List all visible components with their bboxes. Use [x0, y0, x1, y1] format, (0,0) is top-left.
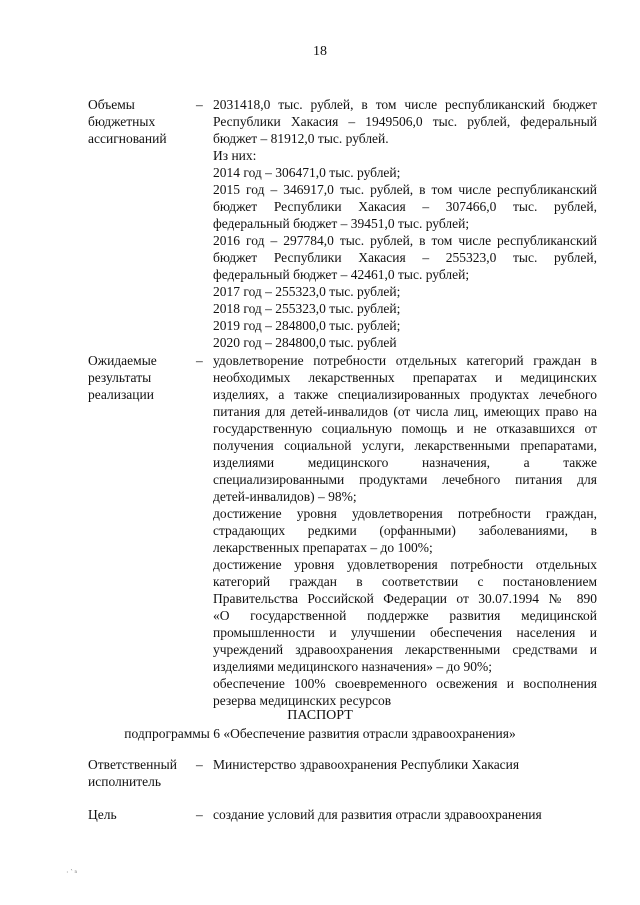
budget-line: 2015 год – 346917,0 тыс. рублей, в том числе республиканский	[213, 182, 597, 197]
budget-label	[88, 96, 188, 147]
results-label-line: Ожидаемые	[88, 353, 157, 368]
results-content	[213, 352, 597, 709]
passport-title: ПАСПОРТ	[287, 708, 353, 723]
results-line: необходимых лекарственных препаратах и медицинских	[213, 370, 597, 385]
budget-line: 2020 год – 284800,0 тыс. рублей	[213, 335, 397, 350]
budget-line: федеральный бюджет – 42461,0 тыс. рублей;	[213, 267, 470, 282]
budget-line: бюджет – 81912,0 тыс. рублей.	[213, 131, 389, 146]
budget-line: 2017 год – 255323,0 тыс. рублей;	[213, 284, 401, 299]
scan-mark: · ‵ ⁿ	[66, 868, 77, 877]
budget-content	[213, 96, 597, 351]
executor-dash: –	[196, 757, 203, 772]
budget-line: 2016 год – 297784,0 тыс. рублей, в том числе республиканский	[213, 233, 597, 248]
results-dash: –	[196, 353, 203, 368]
results-line: «О государственной поддержке развития медицинской	[213, 608, 597, 623]
executor-text: Министерство здравоохранения Республики Хакасия	[213, 757, 520, 772]
results-line: промышленности и улучшении обеспечения населения и	[213, 625, 597, 640]
page-number: 18	[313, 44, 327, 59]
budget-line: 2014 год – 306471,0 тыс. рублей;	[213, 165, 401, 180]
budget-line: бюджет Республики Хакасия – 255323,0 тыс. рублей,	[213, 250, 597, 265]
results-line: достижение уровня удовлетворения потребности граждан,	[213, 506, 597, 521]
results-line: специализированными продуктами лечебного питания для	[213, 472, 597, 487]
results-line: удовлетворение потребности отдельных категорий граждан в	[213, 353, 597, 368]
results-label	[88, 352, 188, 403]
budget-line: Республики Хакасия – 1949506,0 тыс. рублей, федеральный	[213, 114, 597, 129]
results-line: страдающих редкими (орфанными) заболеваниями, в	[213, 523, 597, 538]
results-line: категорий граждан в соответствии с постановлением	[213, 574, 597, 589]
results-label-line: реализации	[88, 387, 154, 402]
passport-subtitle: подпрограммы 6 «Обеспечение развития отрасли здравоохранения»	[124, 726, 516, 741]
executor-label	[88, 756, 188, 790]
results-line: резерва медицинских ресурсов	[213, 693, 392, 708]
budget-line: Из них:	[213, 148, 257, 163]
budget-label-line: Объемы	[88, 97, 135, 112]
budget-line: 2031418,0 тыс. рублей, в том числе республиканский бюджет	[213, 97, 597, 112]
executor-label-line: исполнитель	[88, 774, 161, 789]
goal-label	[88, 806, 188, 823]
results-line: изделиями медицинского назначения» – до 90%;	[213, 659, 492, 674]
goal-dash: –	[196, 807, 203, 822]
results-line: детей-инвалидов) – 98%;	[213, 489, 357, 504]
budget-label-line: ассигнований	[88, 131, 167, 146]
results-line: лекарственных препаратах – до 100%;	[213, 540, 433, 555]
budget-line: бюджет Республики Хакасия – 307466,0 тыс. рублей,	[213, 199, 597, 214]
results-line: изделиях, а также специализированных продуктах лечебного	[213, 387, 597, 402]
budget-dash: –	[196, 97, 203, 112]
results-line: Правительства Российской Федерации от 30.07.1994 № 890	[213, 591, 597, 606]
results-label-line: результаты	[88, 370, 152, 385]
results-line: питания для детей-инвалидов (от числа лиц, имеющих право на	[213, 404, 597, 419]
results-line: получения социальной услуги, лекарственными препаратами,	[213, 438, 597, 453]
results-line: обеспечение 100% своевременного освежения и восполнения	[213, 676, 597, 691]
executor-label-line: Ответственный	[88, 757, 177, 772]
budget-line: 2018 год – 255323,0 тыс. рублей;	[213, 301, 401, 316]
results-line: государственную социальную помощь и не отказавшихся от	[213, 421, 597, 436]
goal-label-line: Цель	[88, 807, 117, 822]
results-line: учреждений здравоохранения лекарственными средствами и	[213, 642, 597, 657]
results-line: достижение уровня удовлетворения потребности отдельных	[213, 557, 597, 572]
budget-line: федеральный бюджет – 39451,0 тыс. рублей;	[213, 216, 470, 231]
results-line: изделиями медицинского назначения, а также	[213, 455, 597, 470]
budget-label-line: бюджетных	[88, 114, 156, 129]
goal-text: создание условий для развития отрасли здравоохранения	[213, 807, 542, 822]
budget-line: 2019 год – 284800,0 тыс. рублей;	[213, 318, 401, 333]
